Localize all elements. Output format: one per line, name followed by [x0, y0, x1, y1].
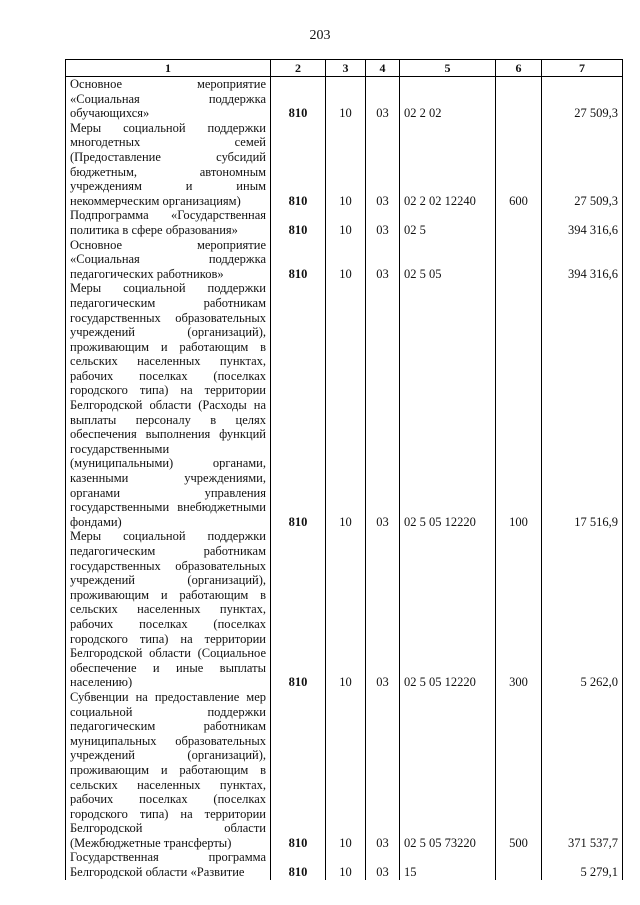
- row-expense-type: [496, 208, 542, 237]
- row-amount: 5 262,0: [542, 529, 623, 690]
- row-target-article: 02 5: [400, 208, 496, 237]
- table-row: [66, 238, 623, 282]
- row-ministry-code: 810: [271, 529, 326, 690]
- row-name: Меры социальной поддержки педагогическим работникам государственных образовательных учреждений (организаций), проживающим и работающим в сельских населенных пунктах, рабочих поселках (поселках городского типа) на территории Белгородской области (Расходы на выплаты персоналу в целях обеспечения выполнения функций государственными (муниципальными) органами, казенными учреждениями, органами управления государственными внебюджетными фондами): [66, 281, 271, 529]
- row-amount: 394 316,6: [542, 208, 623, 237]
- row-subsection: 03: [366, 208, 400, 237]
- row-ministry-code: 810: [271, 121, 326, 209]
- row-name: Основное мероприятие «Социальная поддержка обучающихся»: [66, 77, 271, 121]
- table-row: [66, 77, 623, 121]
- page-number: 203: [309, 28, 331, 43]
- row-amount: 17 516,9: [542, 281, 623, 529]
- row-section: 10: [326, 208, 366, 237]
- row-expense-type: [496, 77, 542, 121]
- row-expense-type: 500: [496, 690, 542, 851]
- row-target-article: 02 2 02: [400, 77, 496, 121]
- row-name: Подпрограмма «Государственная политика в сфере образования»: [66, 208, 271, 237]
- row-ministry-code: 810: [271, 238, 326, 282]
- row-section: 10: [326, 77, 366, 121]
- row-name: Меры социальной поддержки многодетных семей (Предоставление субсидий бюджетным, автономным учреждениям и иным некоммерческим организациям): [66, 121, 271, 209]
- table-row: [66, 281, 623, 529]
- row-section: 10: [326, 529, 366, 690]
- row-expense-type: 600: [496, 121, 542, 209]
- table-row: [66, 850, 623, 879]
- row-target-article: 02 5 05: [400, 238, 496, 282]
- header-col-7: 7: [542, 60, 623, 77]
- row-subsection: 03: [366, 850, 400, 879]
- header-col-1: 1: [66, 60, 271, 77]
- row-amount: 5 279,1: [542, 850, 623, 879]
- row-ministry-code: 810: [271, 208, 326, 237]
- row-target-article: 15: [400, 850, 496, 879]
- header-col-3: 3: [326, 60, 366, 77]
- header-col-2: 2: [271, 60, 326, 77]
- budget-table: [65, 59, 623, 880]
- table-row: [66, 529, 623, 690]
- row-section: 10: [326, 690, 366, 851]
- row-ministry-code: 810: [271, 77, 326, 121]
- row-name: Субвенции на предоставление мер социальной поддержки педагогическим работникам муниципальных образовательных учреждений (организаций), проживающим и работающим в сельских населенных пунктах, рабочих поселках (поселках городского типа) на территории Белгородской области (Межбюджетные трансферты): [66, 690, 271, 851]
- row-ministry-code: 810: [271, 690, 326, 851]
- row-ministry-code: 810: [271, 850, 326, 879]
- row-section: 10: [326, 121, 366, 209]
- row-expense-type: [496, 238, 542, 282]
- header-col-4: 4: [366, 60, 400, 77]
- row-section: 10: [326, 281, 366, 529]
- row-target-article: 02 5 05 73220: [400, 690, 496, 851]
- row-amount: 371 537,7: [542, 690, 623, 851]
- row-target-article: 02 2 02 12240: [400, 121, 496, 209]
- row-target-article: 02 5 05 12220: [400, 529, 496, 690]
- row-amount: 394 316,6: [542, 238, 623, 282]
- row-ministry-code: 810: [271, 281, 326, 529]
- table-row: [66, 208, 623, 237]
- row-amount: 27 509,3: [542, 77, 623, 121]
- table-row: [66, 121, 623, 209]
- row-target-article: 02 5 05 12220: [400, 281, 496, 529]
- row-subsection: 03: [366, 121, 400, 209]
- row-section: 10: [326, 238, 366, 282]
- row-subsection: 03: [366, 281, 400, 529]
- row-name: Государственная программа Белгородской области «Развитие: [66, 850, 271, 879]
- row-subsection: 03: [366, 529, 400, 690]
- row-expense-type: [496, 850, 542, 879]
- table-row: [66, 690, 623, 851]
- header-col-5: 5: [400, 60, 496, 77]
- row-amount: 27 509,3: [542, 121, 623, 209]
- row-section: 10: [326, 850, 366, 879]
- row-subsection: 03: [366, 77, 400, 121]
- row-expense-type: 100: [496, 281, 542, 529]
- row-subsection: 03: [366, 238, 400, 282]
- row-name: Меры социальной поддержки педагогическим работникам государственных образовательных учреждений (организаций), проживающим и работающим в сельских населенных пунктах, рабочих поселках (поселках городского типа) на территории Белгородской области (Социальное обеспечение и иные выплаты населению): [66, 529, 271, 690]
- row-expense-type: 300: [496, 529, 542, 690]
- header-row: [66, 60, 623, 77]
- header-col-6: 6: [496, 60, 542, 77]
- row-subsection: 03: [366, 690, 400, 851]
- row-name: Основное мероприятие «Социальная поддержка педагогических работников»: [66, 238, 271, 282]
